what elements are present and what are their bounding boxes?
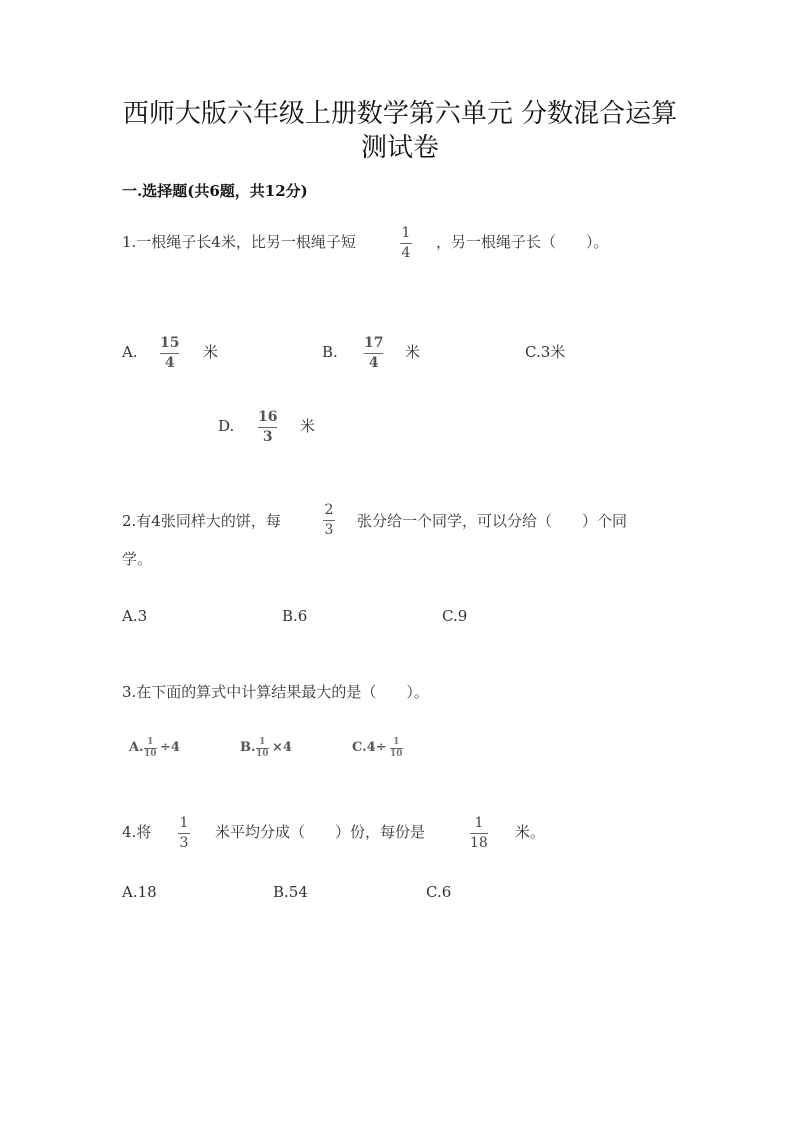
- q1-option-b-label: B.: [322, 343, 338, 361]
- q4-fraction-1-denominator: 3: [179, 835, 189, 851]
- q1-fraction-numerator: 1: [401, 225, 411, 241]
- q2-fraction-denominator: 3: [324, 522, 334, 538]
- q4-option-b: B.54: [273, 883, 308, 901]
- q1-option-a-fraction: [160, 336, 179, 371]
- q1-option-d-fraction: [258, 410, 277, 445]
- q3-option-a-tail: ÷4: [160, 740, 180, 755]
- q1-option-d-label: D.: [218, 417, 235, 435]
- q1-option-a-numerator: 15: [160, 335, 180, 351]
- q1-option-d-numerator: 16: [258, 409, 278, 425]
- q2-option-b: B.6: [282, 607, 308, 625]
- q3-option-c-label: C.4÷: [352, 740, 387, 755]
- q2-text: 2.有4张同样大的饼，每: [122, 512, 281, 530]
- fraction-bar: [470, 833, 488, 834]
- q2-fraction: [323, 503, 335, 538]
- q4-fraction-1-numerator: 1: [179, 815, 189, 831]
- q1-fraction: [400, 226, 412, 261]
- q2-text-line2: 学。: [122, 550, 153, 568]
- q4-text-after: 米。: [515, 823, 546, 841]
- q1-option-b-fraction: [364, 336, 383, 371]
- q1-option-b-denominator: 4: [368, 355, 379, 371]
- q1-fraction-denominator: 4: [401, 245, 411, 261]
- q2-fraction-numerator: 2: [324, 502, 334, 518]
- q3-option-c-numerator: 1: [393, 737, 400, 747]
- fraction-bar: [364, 353, 383, 354]
- q3-option-b-fraction: [256, 738, 269, 759]
- q4-fraction-2: [470, 816, 488, 851]
- q4-fraction-2-denominator: 18: [470, 835, 488, 851]
- q3-option-a-denominator: 10: [144, 749, 157, 759]
- fraction-bar: [258, 427, 277, 428]
- q4-fraction-2-numerator: 1: [474, 815, 484, 831]
- q1-option-b-unit: 米: [405, 343, 421, 361]
- q3-option-a-fraction: [144, 738, 157, 759]
- q3-option-a-numerator: 1: [147, 737, 154, 747]
- page-title-line2: 测试卷: [360, 133, 439, 163]
- q3-option-b-tail: ×4: [272, 740, 292, 755]
- q3-option-b-label: B.: [240, 740, 256, 755]
- q4-option-a: A.18: [122, 883, 157, 901]
- q4-text-middle: 米平均分成（ ）份，每份是: [215, 823, 426, 841]
- q1-option-d-denominator: 3: [262, 429, 273, 445]
- q2-option-c: C.9: [442, 607, 468, 625]
- page-title: 西师大版六年级上册数学第六单元 分数混合运算: [122, 99, 678, 129]
- q3-text: 3.在下面的算式中计算结果最大的是（ ）。: [122, 683, 429, 701]
- q4-fraction-1: [178, 816, 190, 851]
- q1-option-a-unit: 米: [203, 343, 219, 361]
- q4-text: 4.将: [122, 823, 152, 841]
- q3-option-b-numerator: 1: [259, 737, 266, 747]
- section-heading: 一.选择题(共6题，共12分): [122, 182, 308, 200]
- fraction-bar: [400, 243, 412, 244]
- q2-text-after: 张分给一个同学，可以分给（ ）个同: [357, 512, 628, 530]
- q3-option-a-label: A.: [129, 740, 144, 755]
- fraction-bar: [178, 833, 190, 834]
- q2-option-a: A.3: [122, 607, 148, 625]
- fraction-bar: [323, 520, 335, 521]
- q1-text-after: ，另一根绳子长（ ）。: [436, 233, 609, 251]
- q1-text: 1.一根绳子长4米，比另一根绳子短: [122, 233, 356, 251]
- q1-option-b-numerator: 17: [364, 335, 384, 351]
- q3-option-c-fraction: [390, 738, 403, 759]
- fraction-bar: [160, 353, 179, 354]
- q1-option-a-denominator: 4: [164, 355, 175, 371]
- q1-option-a-label: A.: [122, 343, 138, 361]
- q1-option-c: C.3米: [525, 343, 566, 361]
- q3-option-b-denominator: 10: [256, 749, 269, 759]
- q1-option-d-unit: 米: [300, 417, 316, 435]
- q4-option-c: C.6: [426, 883, 452, 901]
- q3-option-c-denominator: 10: [390, 749, 403, 759]
